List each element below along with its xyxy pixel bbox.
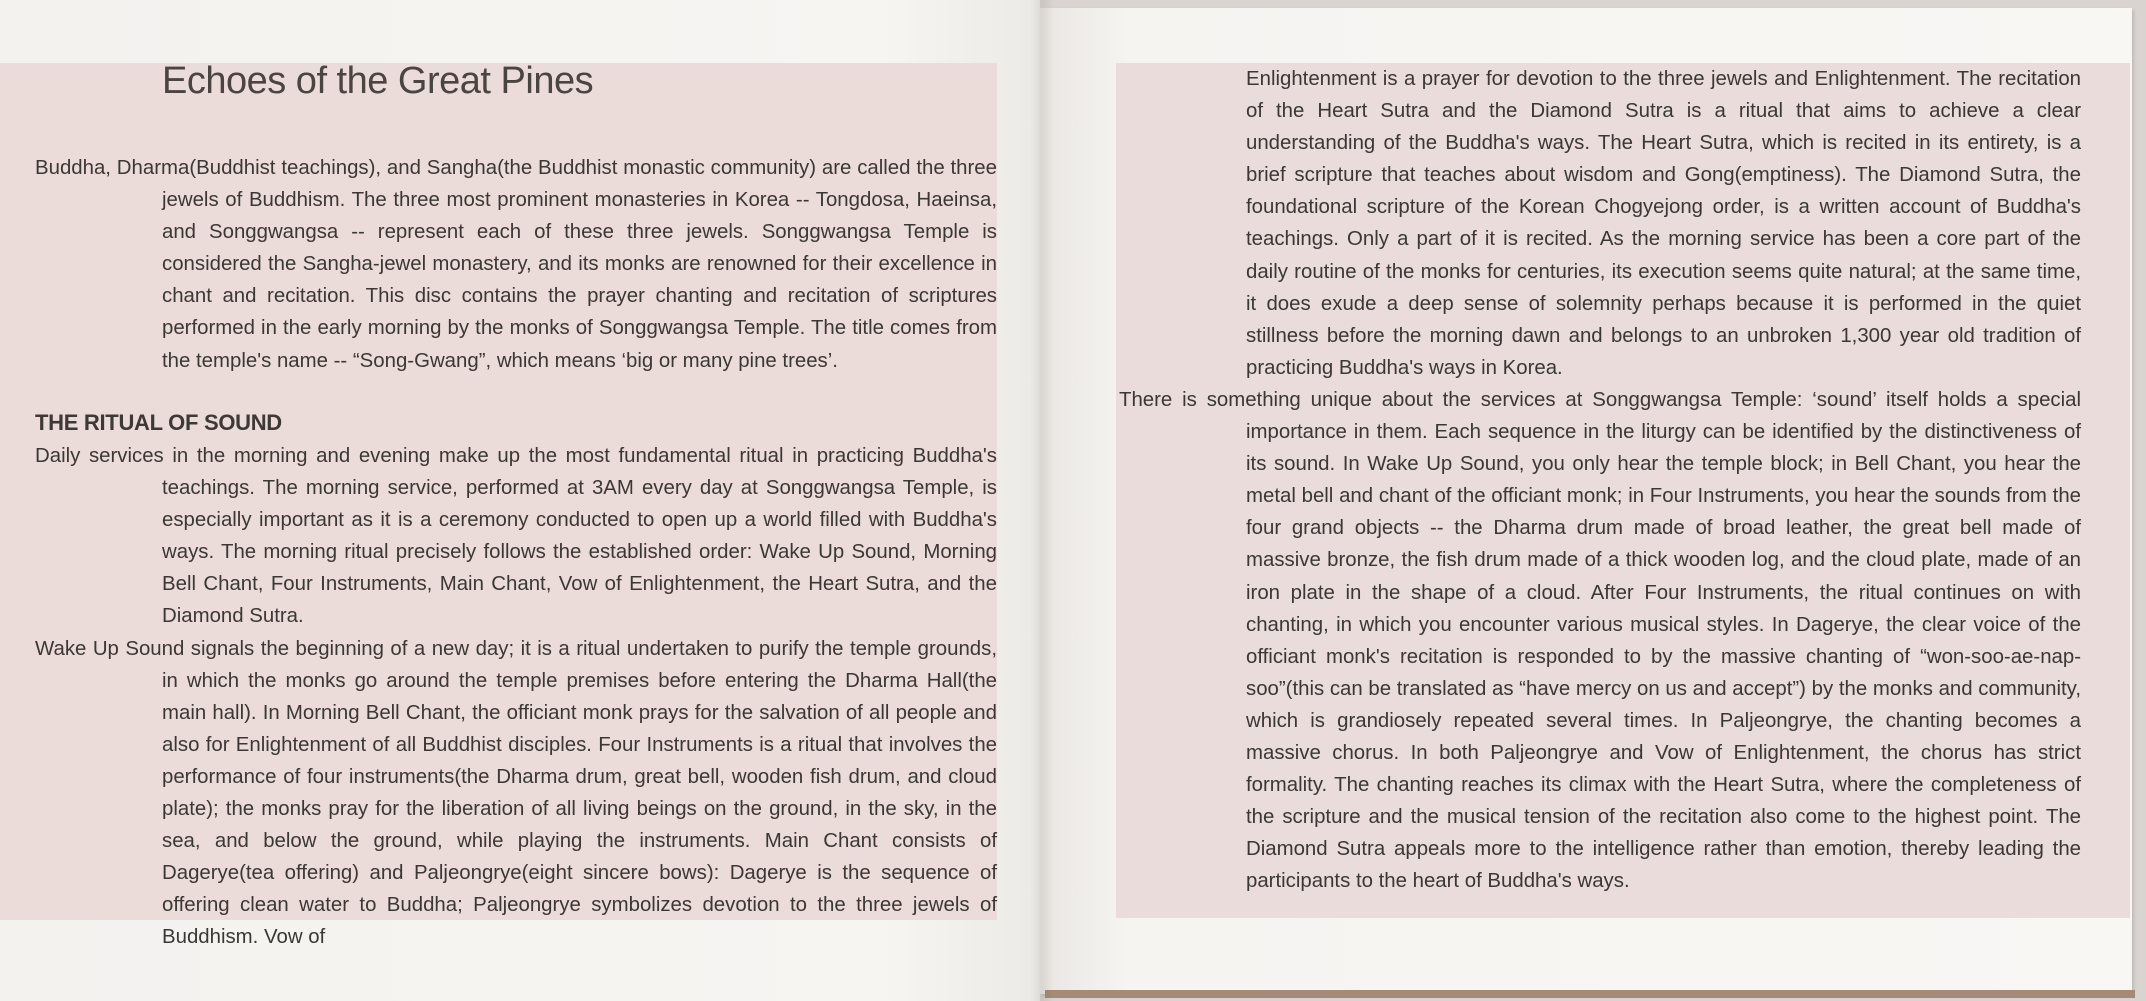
page-title: Echoes of the Great Pines	[162, 60, 594, 102]
section-heading: THE RITUAL OF SOUND	[35, 410, 282, 435]
ritual-paragraph-1: Daily services in the morning and evening make up the most fundamental ritual in practicing Buddha's teachings. The morning service, performed at 3AM every day at Songgwangsa Temple, is especially important as it is a ceremony conducted to open up a world filled with Buddha's ways. The morning ritual precisely follows the established order: Wake Up Sound, Morning Bell Chant, Four Instruments, Main Chant, Vow of Enlightenment, the Heart Sutra, and the Diamond Sutra.	[35, 445, 997, 628]
ritual-paragraph-2: Wake Up Sound signals the beginning of a new day; it is a ritual undertaken to purify the temple grounds, in which the monks go around the temple premises before entering the Dharma Hall(the main hall). In Morning Bell Chant, the officiant monk prays for the salvation of all people and also for Enlightenment of all Buddhist disciples. Four Instruments is a ritual that involves the performance of four instruments(the Dharma drum, great bell, wooden fish drum, and cloud plate); the monks pray for the liberation of all living beings on the ground, in the sky, in the sea, and below the ground, while playing the instruments. Main Chant consists of Dagerye(tea offering) and Paljeongrye(eight sincere bows): Dagerye is the sequence of offering clean water to Buddha; Paljeongrye symbolizes devotion to the three jewels of Buddhism. Vow of	[35, 637, 997, 949]
intro-paragraph: Buddha, Dharma(Buddhist teachings), and Sangha(the Buddhist monastic community) are called the three jewels of Buddhism. The three most prominent monasteries in Korea -- Tongdosa, Haeinsa, and Songgwangsa -- represent each of these three jewels. Songgwangsa Temple is considered the Sangha-jewel monastery, and its monks are renowned for their excellence in chant and recitation. This disc contains the prayer chanting and recitation of scriptures performed in the early morning by the monks of Songgwangsa Temple. The title comes from the temple's name -- “Song-Gwang”, which means ‘big or many pine trees’.	[35, 157, 997, 372]
intro-text	[35, 152, 997, 377]
sound-paragraph: There is something unique about the services at Songgwangsa Temple: ‘sound’ itself holds a special importance in them. Each sequence in the liturgy can be identified by the distinctiveness of its sound. In Wake Up Sound, you only hear the temple block; in Bell Chant, you hear the metal bell and chant of the officiant monk; in Four Instruments, you hear the sounds from the four grand objects -- the Dharma drum made of broad leather, the great bell made of massive bronze, the fish drum made of a thick wooden log, and the cloud plate, made of an iron plate in the shape of a cloud. After Four Instruments, the ritual continues on with chanting, in which you encounter various musical styles. In Dagerye, the clear voice of the officiant monk's recitation is responded to by the massive chanting of “won-soo-ae-nap-soo”(this can be translated as “have mercy on us and accept”) by the monks and community, which is grandiosely repeated several times. In Paljeongrye, the chanting becomes a massive chorus. In both Paljeongrye and Vow of Enlightenment, the chorus has strict formality. The chanting reaches its climax with the Heart Sutra, where the completeness of the scripture and the musical tension of the recitation also come to the highest point. The Diamond Sutra appeals more to the intelligence rather than emotion, thereby leading the participants to the heart of Buddha's ways.	[1119, 388, 2081, 893]
continued-paragraph: Enlightenment is a prayer for devotion to the three jewels and Enlightenment. The recitation of the Heart Sutra and the Diamond Sutra is a ritual that aims to achieve a clear understanding of the Buddha's ways. The Heart Sutra, which is recited in its entirety, is a brief scripture that teaches about wisdom and Gong(emptiness). The Diamond Sutra, the foundational scripture of the Korean Chogyejong order, is a written account of Buddha's teachings. Only a part of it is recited. As the morning service has been a core part of the daily routine of the monks for centuries, its execution seems quite natural; at the same time, it does exude a deep sense of solemnity perhaps because it is performed in the quiet stillness before the morning dawn and belongs to an unbroken 1,300 year old tradition of practicing Buddha's ways in Korea.	[1246, 68, 2081, 379]
right-page-text	[1119, 63, 2081, 897]
page-gutter	[1030, 0, 1054, 1001]
ritual-text	[35, 440, 997, 954]
booklet-back-edge	[1045, 990, 2135, 998]
